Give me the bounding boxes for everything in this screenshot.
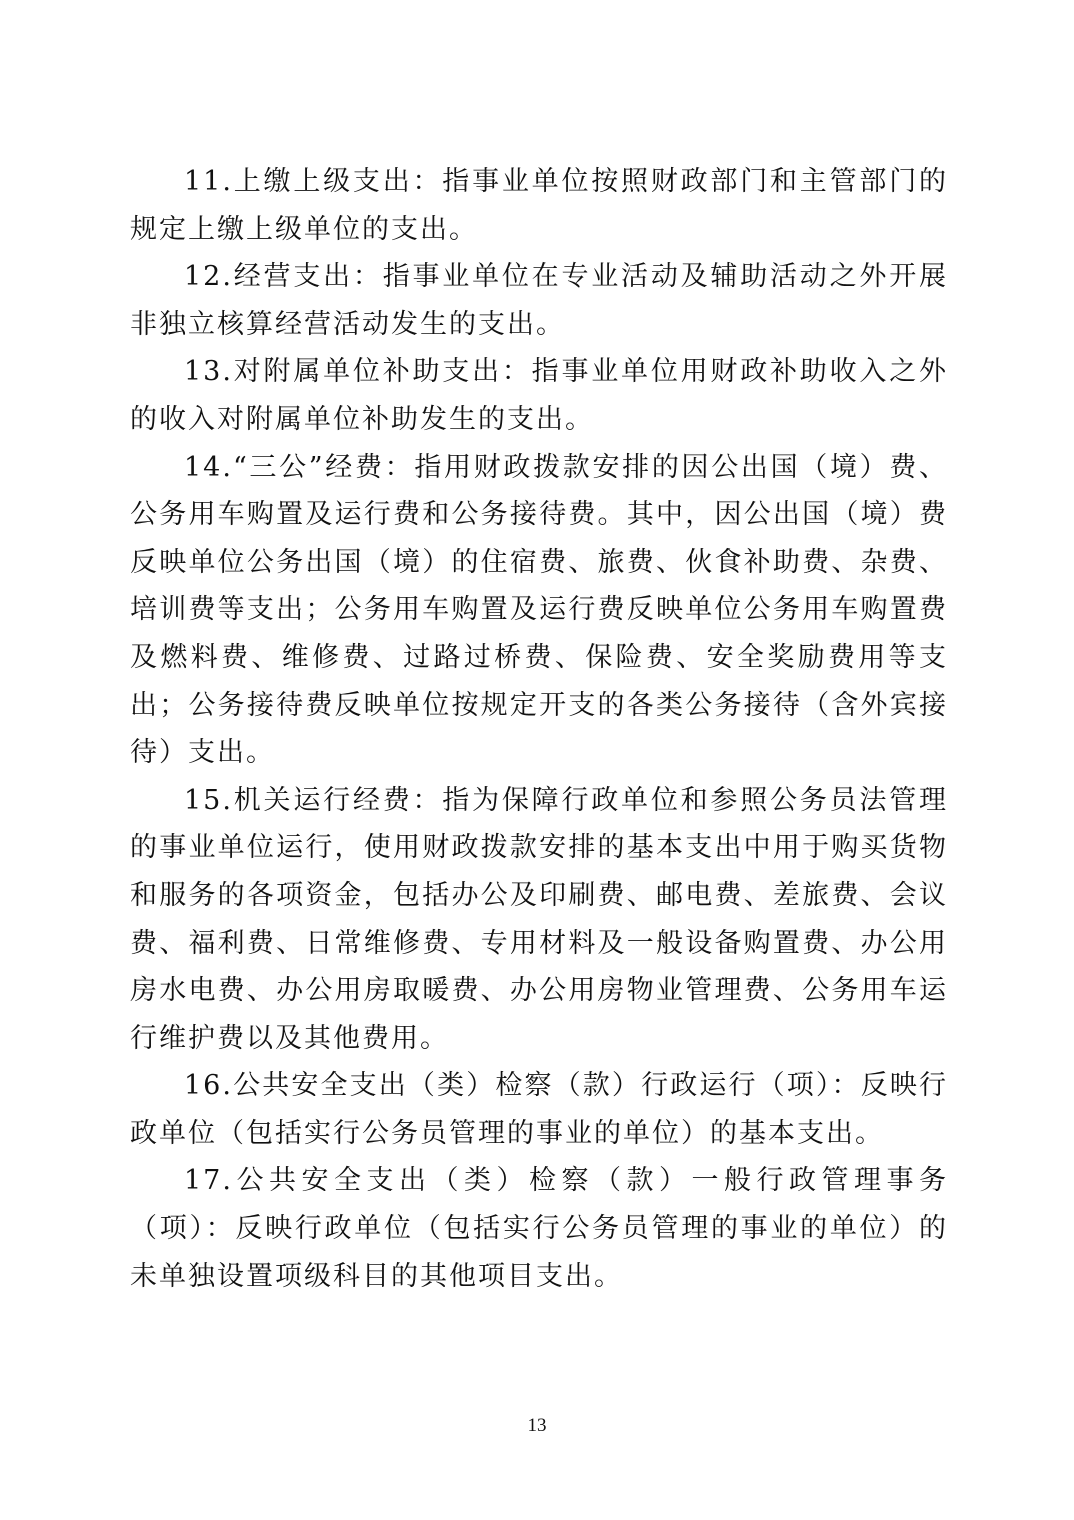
paragraph-item-15: 15.机关运行经费：指为保障行政单位和参照公务员法管理的事业单位运行，使用财政拨款安排的基本支出中用于购买货物和服务的各项资金，包括办公及印刷费、邮电费、差旅费、会议费、福利费、日常维修费、专用材料及一般设备购置费、办公用房水电费、办公用房取暖费、办公用房物业管理费、公务用车运行维护费以及其他费用。 xyxy=(130,784,948,1054)
paragraph-item-17: 17.公共安全支出（类）检察（款）一般行政管理事务（项）：反映行政单位（包括实行公务员管理的事业的单位）的未单独设置项级科目的其他项目支出。 xyxy=(130,1165,948,1292)
page-number: 13 xyxy=(527,1415,547,1436)
paragraph-item-11: 11.上缴上级支出：指事业单位按照财政部门和主管部门的规定上缴上级单位的支出。 xyxy=(130,166,948,245)
paragraph-item-12: 12.经营支出：指事业单位在专业活动及辅助活动之外开展非独立核算经营活动发生的支出。 xyxy=(130,261,948,340)
body-text xyxy=(130,158,948,1300)
paragraph-item-16: 16.公共安全支出（类）检察（款）行政运行（项）：反映行政单位（包括实行公务员管理的事业的单位）的基本支出。 xyxy=(130,1070,948,1149)
paragraph-item-14: 14.“三公”经费：指用财政拨款安排的因公出国（境）费、公务用车购置及运行费和公务接待费。其中，因公出国（境）费反映单位公务出国（境）的住宿费、旅费、伙食补助费、杂费、培训费等支出；公务用车购置及运行费反映单位公务用车购置费及燃料费、维修费、过路过桥费、保险费、安全奖励费用等支出；公务接待费反映单位按规定开支的各类公务接待（含外宾接待）支出。 xyxy=(130,451,948,769)
paragraph-item-13: 13.对附属单位补助支出：指事业单位用财政补助收入之外的收入对附属单位补助发生的支出。 xyxy=(130,356,948,435)
